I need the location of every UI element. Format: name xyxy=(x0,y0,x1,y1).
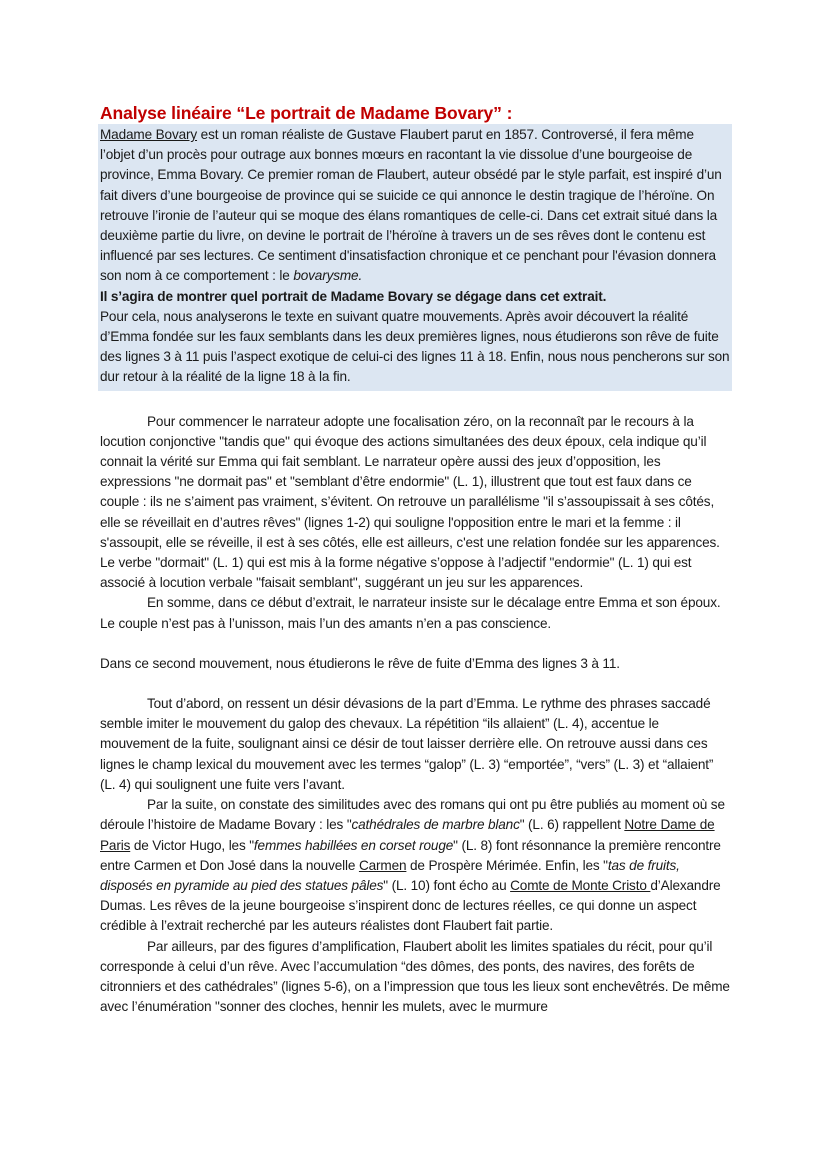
intro-paragraph: Madame Bovary est un roman réaliste de Gustave Flaubert parut en 1857. Controversé, il fera même l’objet d’un procès pour outrage aux bonnes mœurs en racontant la vie dissolue d’une bourgeoise de province, Emma Bovary. Ce premier roman de Flaubert, auteur obsédé par le style parfait, est inspiré d’un fait divers d’une bourgeoise de province qui se suicide ce qui annonce le destin tragique de l’héroïne. On retrouve l’ironie de l’auteur qui se moque des élans romantiques de celle-ci. Dans cet extrait situé dans la deuxième partie du livre, on devine le portrait de l’héroïne à travers un de ses rêves dont le contenu est influencé par ses lectures. Ce sentiment d'insatisfaction chronique et ce penchant pour l'évasion donnera son nom à ce comportement : le bovarysme. xyxy=(100,127,722,284)
problematique: Il s’agira de montrer quel portrait de Madame Bovary se dégage dans cet extrait. xyxy=(100,288,607,304)
term-bovarysme: bovarysme. xyxy=(293,268,363,284)
plan-paragraph: Pour cela, nous analyserons le texte en suivant quatre mouvements. Après avoir découvert la réalité d’Emma fondée sur les faux semblants dans les deux premières lignes, nous étudierons son rêve de fuite des lignes 3 à 11 puis l’aspect exotique de celui-ci des lignes 11 à 18. Enfin, nous nous pencherons sur son dur retour à la réalité de la ligne 18 à la fin. xyxy=(100,308,730,385)
movement1-conclusion: En somme, dans ce début d’extrait, le narrateur insiste sur le décalage entre Emma et son époux. Le couple n’est pas à l’unisson, mais l’un des amants n’en a pas conscience. xyxy=(100,595,721,631)
movement2-paragraph-2: Par la suite, on constate des similitudes avec des romans qui ont pu être publiés au moment où se déroule l’histoire de Madame Bovary : les "cathédrales de marbre blanc" (L. 6) rappellent Notre Dame de Paris de Victor Hugo, les "femmes habillées en corset rouge" (L. 8) font résonnance la première rencontre entre Carmen et Don José dans la nouvelle Carmen de Prospère Mérimée. Enfin, les "tas de fruits, disposés en pyramide au pied des statues pâles" (L. 10) font écho au Comte de Monte Cristo d’Alexandre Dumas. Les rêves de la jeune bourgeoise s’inspirent donc de lectures réelles, ce qui donne un aspect crédible à l’extrait recherché par les auteurs réalistes dont Flaubert fait partie. xyxy=(100,797,725,934)
quote-femmes: femmes habillées en corset rouge xyxy=(253,837,454,853)
document-page xyxy=(100,102,730,1017)
movement2-intro: Dans ce second mouvement, nous étudierons le rêve de fuite d’Emma des lignes 3 à 11. xyxy=(100,655,620,671)
movement1-paragraph: Pour commencer le narrateur adopte une focalisation zéro, on la reconnaît par le recours à la locution conjonctive "tandis que" qui évoque des actions simultanées des deux époux, cela indique qu’il connait la vérité sur Emma qui fait semblant. Le narrateur opère aussi des jeux d’opposition, les expressions "ne dormait pas" et "semblant d’être endormie" (L. 1), illustrent que tout est faux dans ce couple : ils ne s’aiment pas vraiment, s’évitent. On retrouve un parallélisme "il s’assoupissait à ses côtés, elle se réveillait en d’autres rêves" (lignes 1-2) qui souligne l'opposition entre le mari et la femme : il s'assoupit, elle se réveille, il est à ses côtés, elle est ailleurs, c'est une relation fondée sur les apparences. Le verbe "dormait" (L. 1) qui est mis à la forme négative s’oppose à l’adjectif "endormie" (L. 1) qui est associé à locution verbale "faisait semblant", suggérant un jeu sur les apparences. xyxy=(100,413,720,591)
book-title: Madame Bovary xyxy=(100,127,198,142)
quote-fruits: tas de fruits, disposés en pyramide au pied des statues pâles xyxy=(100,857,680,893)
document-title: Analyse linéaire “Le portrait de Madame Bovary” : xyxy=(100,103,513,123)
work-monte-cristo: Comte de Monte Cristo xyxy=(510,877,651,893)
movement2-paragraph-3: Par ailleurs, par des figures d’amplification, Flaubert abolit les limites spatiales du récit, pour qu’il corresponde à celui d’un rêve. Avec l’accumulation “des dômes, des ponts, des navires, des forêts de citronniers et des cathédrales” (lignes 5-6), on a l’impression que tous les lieux sont enchevêtrés. De même avec l’énumération "sonner des cloches, hennir les mulets, avec le murmure xyxy=(100,938,730,1015)
work-carmen: Carmen xyxy=(358,857,407,873)
movement2-paragraph-1: Tout d’abord, on ressent un désir dévasions de la part d’Emma. Le rythme des phrases saccadé semble imiter le mouvement du galop des chevaux. La répétition “ils allaient” (L. 4), accentue le mouvement de la fuite, soulignant ainsi ce désir de tout laisser derrière elle. On retrouve aussi dans ces lignes le champ lexical du mouvement avec les termes “galop” (L. 3) “emportée”, “vers” (L. 3) et “allaient” (L. 4) qui soulignent une fuite vers l’avant. xyxy=(100,696,714,792)
introduction-highlight xyxy=(98,124,732,391)
work-notre-dame: Notre Dame de Paris xyxy=(100,817,715,853)
quote-cathedrales: cathédrales de marbre blanc xyxy=(351,817,520,833)
